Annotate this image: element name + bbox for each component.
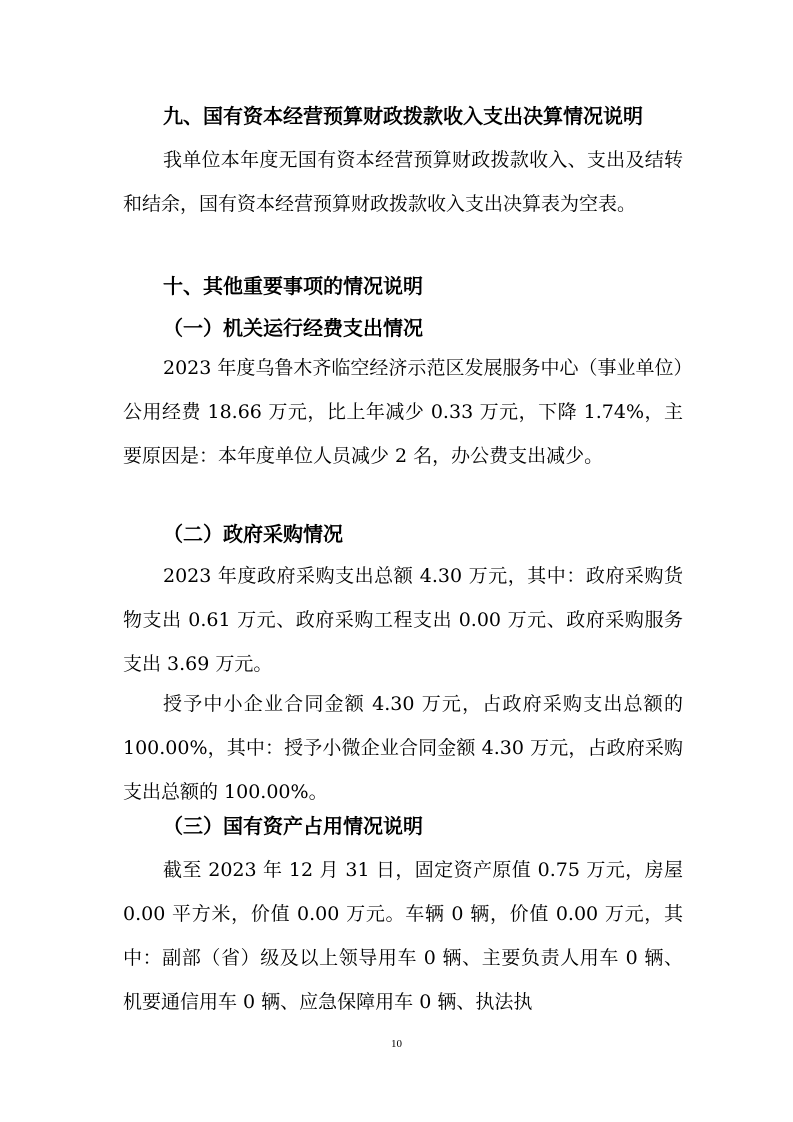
subsection-3-heading: （三）国有资产占用情况说明 [163,814,423,838]
subsection-3-paragraph: 截至 2023 年 12 月 31 日，固定资产原值 0.75 万元，房屋 0.00 平方米，价值 0.00 万元。车辆 0 辆，价值 0.00 万元，其中：副部（省）级及以上领导用车 0 辆、主要负责人用车 0 辆、机要通信用车 0 辆、应急保障用车 0 辆、执法执 [123,859,683,1013]
section-10-heading: 十、其他重要事项的情况说明 [163,274,423,298]
subsection-1-paragraph: 2023 年度乌鲁木齐临空经济示范区发展服务中心（事业单位）公用经费 18.66 万元，比上年减少 0.33 万元，下降 1.74%，主要原因是：本年度单位人员减少 2 名，办公费支出减少。 [123,357,683,467]
page-number: 10 [391,1038,402,1050]
section-9-paragraph: 我单位本年度无国有资本经营预算财政拨款收入、支出及结转和结余，国有资本经营预算财政拨款收入支出决算表为空表。 [123,149,683,215]
subsection-2-paragraph-2: 授予中小企业合同金额 4.30 万元，占政府采购支出总额的 100.00%，其中：授予小微企业合同金额 4.30 万元，占政府采购支出总额的 100.00%。 [123,693,683,803]
subsection-1-heading: （一）机关运行经费支出情况 [163,316,423,340]
subsection-2-paragraph-1: 2023 年度政府采购支出总额 4.30 万元，其中：政府采购货物支出 0.61 万元、政府采购工程支出 0.00 万元、政府采购服务支出 3.69 万元。 [123,565,683,675]
section-9-heading: 九、国有资本经营预算财政拨款收入支出决算情况说明 [163,104,643,128]
subsection-2-heading: （二）政府采购情况 [163,522,343,546]
